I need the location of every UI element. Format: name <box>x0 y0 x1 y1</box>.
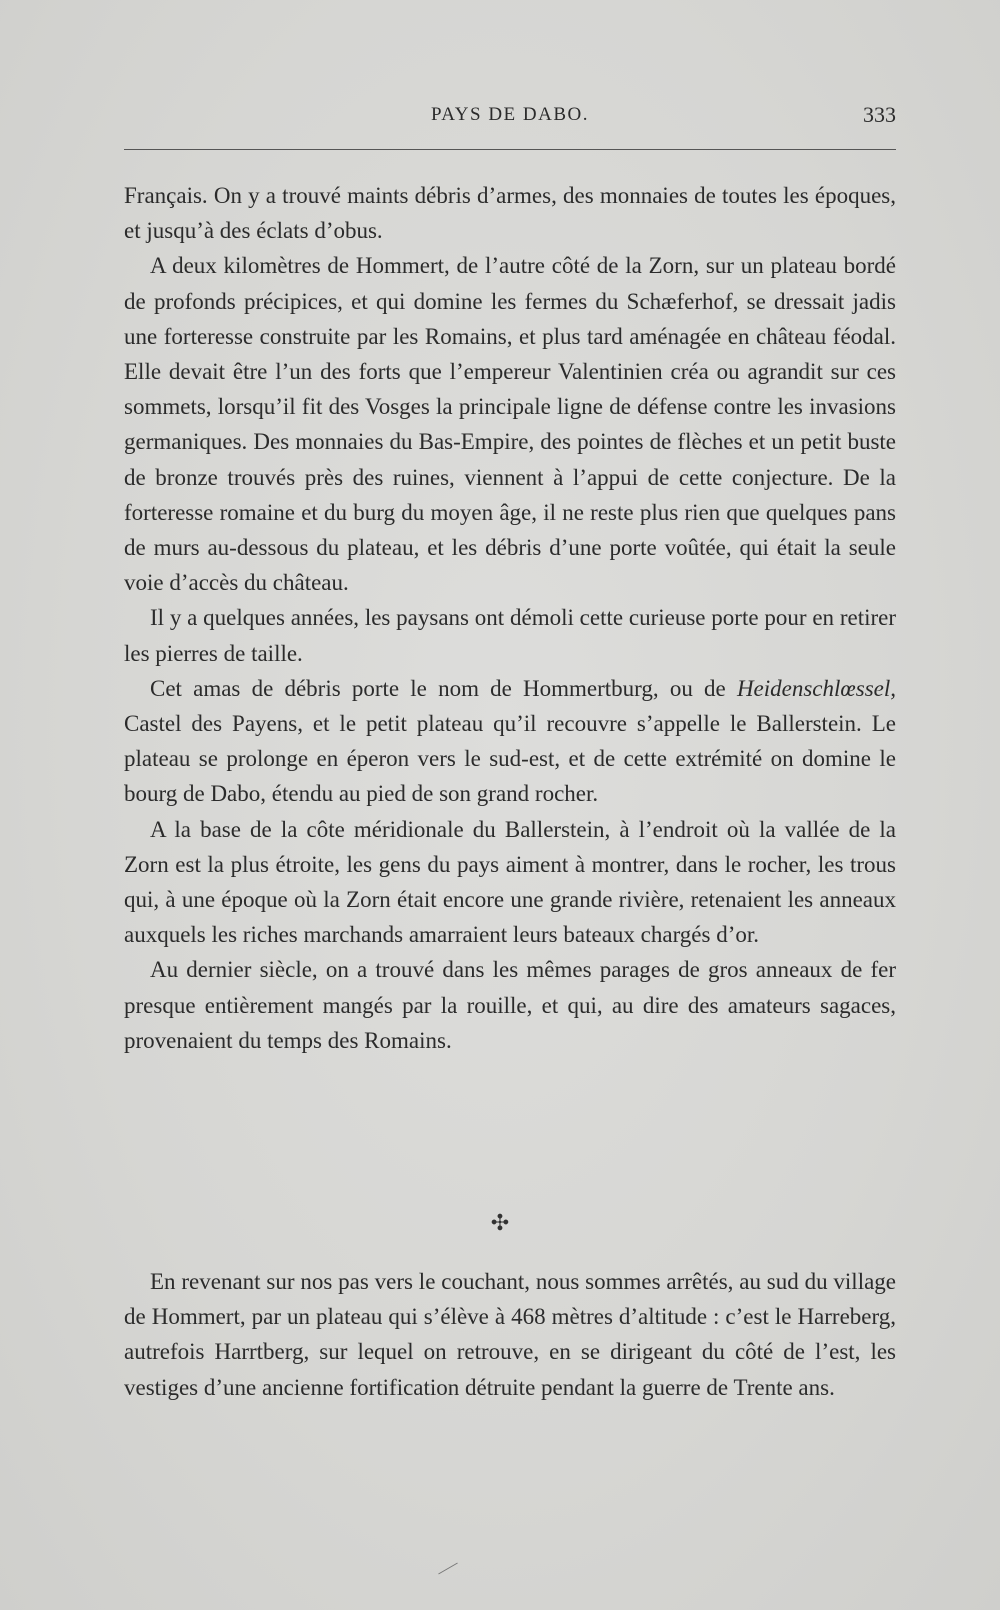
second-section-text <box>124 1264 896 1405</box>
paragraph: Au dernier siècle, on a trouvé dans les mêmes parages de gros anneaux de fer presque entièrement mangés par la rouille, et qui, au dire des amateurs sagaces, provenaient du temps des Romains. <box>124 957 896 1053</box>
main-text <box>124 178 896 1058</box>
paragraph: A deux kilomètres de Hommert, de l’autre côté de la Zorn, sur un plateau bordé de profonds précipices, et qui domine les fermes du Schæferhof, se dressait jadis une forteresse construite par les Romains, et plus tard aménagée en château féodal. Elle devait être l’un des forts que l’empereur Valentinien créa ou agrandit sur ces sommets, lorsqu’il fit des Vosges la principale ligne de défense contre les invasions germaniques. Des monnaies du Bas-Empire, des pointes de flèches et un petit buste de bronze trouvés près des ruines, viennent à l’appui de cette conjecture. De la forteresse romaine et du burg du moyen âge, il ne reste plus rien que quelques pans de murs au-dessous du plateau, et les débris d’une porte voûtée, qui était la seule voie d’accès du château. <box>124 253 896 596</box>
paragraph: Français. On y a trouvé maints débris d’armes, des monnaies de toutes les époques, et jusqu’à des éclats d’obus. <box>124 183 896 244</box>
paragraph-heidenschloessel <box>124 671 896 812</box>
running-head: PAYS DE DABO. <box>430 104 589 125</box>
paragraph-text: Cet amas de débris porte le nom de Hommertburg, ou de <box>150 675 737 701</box>
header-rule <box>124 149 896 150</box>
page-number: 333 <box>863 102 896 127</box>
paragraph-text: Castel des Payens, et le petit plateau qu’il recouvre s’appelle le Ballerstein. Le plateau se prolonge en éperon vers le sud-est, et de cette extrémité on domine le bourg de Dabo, étendu au pied de son grand rocher. <box>124 711 896 807</box>
section-ornament-icon: ✣ <box>490 1210 510 1235</box>
paragraph: En revenant sur nos pas vers le couchant, nous sommes arrêtés, au sud du village de Hommert, par un plateau qui s’élève à 468 mètres d’altitude : c’est le Harreberg, autrefois Harrtberg, sur lequel on retrouve, en se dirigeant du côté de l’est, les vestiges d’une ancienne fortification détruite pendant la guerre de Trente ans. <box>124 1269 896 1400</box>
paragraph: A la base de la côte méridionale du Ballerstein, à l’endroit où la vallée de la Zorn est la plus étroite, les gens du pays aiment à montrer, dans le rocher, les trous qui, à une époque où la Zorn était encore une grande rivière, retenaient les anneaux auxquels les riches marchands amarraient leurs bateaux chargés d’or. <box>124 816 896 948</box>
italic-term: Heidenschlœssel, <box>736 675 896 701</box>
stray-pen-mark <box>438 1563 458 1575</box>
page-header <box>124 100 896 134</box>
paragraph: Il y a quelques années, les paysans ont démoli cette curieuse porte pour en retirer les pierres de taille. <box>124 605 896 666</box>
